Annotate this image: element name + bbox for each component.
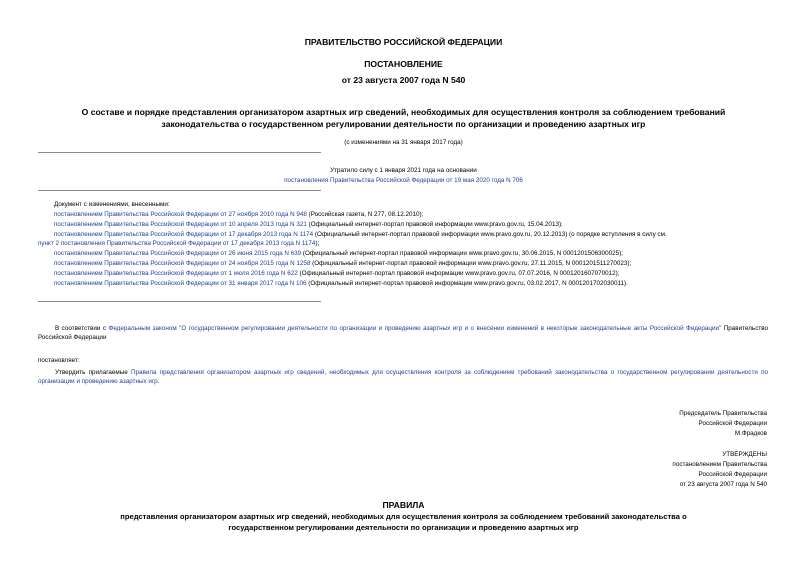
preamble-text: В соответствии с [55, 325, 109, 332]
rules-link[interactable]: Правила представления организатором азартных игр сведений, необходимых для осуществления контроля за соблюдением требований законодательства о государственном регулировании деятельности по организации и проведению азартных игр [38, 369, 768, 385]
change-source: (Официальный интернет-портал правовой информации www.pravo.gov.ru, 03.02.2017, N 0001201702030011). [306, 280, 628, 287]
document-title-line1: О составе и порядке представления организатором азартных игр сведений, необходимых для осуществления контроля за соблюдением требований [81, 107, 726, 117]
preamble-text-end: Правительство Российской Федерации [38, 325, 769, 341]
changes-list [38, 200, 774, 288]
change-link[interactable]: постановлением Правительства Российской Федерации от 10 апреля 2013 года N 321 [54, 221, 307, 228]
change-link[interactable]: постановлением Правительства Российской Федерации от 26 июня 2015 года N 639 [54, 250, 302, 257]
approved-date: от 23 августа 2007 года N 540 [679, 481, 767, 488]
government-heading: ПРАВИТЕЛЬСТВО РОССИЙСКОЙ ФЕДЕРАЦИИ [304, 37, 503, 47]
divider [38, 152, 321, 153]
rules-title: ПРАВИЛА [382, 500, 425, 510]
approved-line: Российской Федерации [698, 471, 767, 478]
document-title-line2: законодательства о государственном регулировании деятельности по организации и проведению азартных игр [161, 119, 646, 129]
change-link[interactable]: постановлением Правительства Российской Федерации от 31 января 2017 года N 106 [54, 280, 307, 287]
change-source: ); [315, 240, 320, 247]
change-source: (Официальный интернет-портал правовой информации www.pravo.gov.ru, 20.12.2013) (о порядке вступления в силу см. [313, 231, 667, 238]
list-item [54, 220, 774, 229]
change-link[interactable]: постановлением Правительства Российской Федерации от 1 июля 2016 года N 622 [54, 270, 298, 277]
change-source: (Официальный интернет-портал правовой информации www.pravo.gov.ru, 07.07.2016, N 0001201607070012); [297, 270, 620, 277]
change-source: (Официальный интернет-портал правовой информации www.pravo.gov.ru, 30.06.2015, N 0001201506300025); [301, 250, 623, 257]
list-item [54, 279, 774, 288]
change-source: (Российская газета, N 277, 08.12.2010); [306, 211, 424, 218]
approve-text-end: . [157, 378, 160, 385]
federal-law-link[interactable]: Федеральным законом "О государственном регулировании деятельности по организации и проведению азартных игр и о внесении изменений в некоторые законодательные акты Российской Федерации" [108, 325, 722, 332]
document-date-number: от 23 августа 2007 года N 540 [341, 75, 466, 85]
change-source: (Официальный интернет-портал правовой информации www.pravo.gov.ru, 15.04.2013); [306, 221, 563, 228]
divider [38, 190, 321, 191]
list-item [54, 210, 774, 219]
change-source: (Официальный интернет-портал правовой информации www.pravo.gov.ru, 27.11.2015, N 0001201511270023); [310, 260, 632, 267]
list-item [54, 249, 774, 258]
signature-country: Российской Федерации [698, 420, 767, 427]
list-item [54, 269, 774, 278]
list-item [54, 259, 774, 268]
approved-heading: УТВЕРЖДЕНЫ [722, 451, 767, 458]
document-type: ПОСТАНОВЛЕНИЕ [364, 59, 443, 69]
change-link[interactable]: пункт 2 постановления Правительства Российской Федерации от 17 декабря 2013 года N 1174 [38, 240, 316, 247]
divider [38, 301, 321, 302]
changes-heading: Документ с изменениями, внесенными: [54, 201, 170, 208]
amended-note: (с изменениями на 31 января 2017 года) [344, 139, 463, 146]
approved-block [672, 450, 767, 490]
signature-block [679, 409, 767, 439]
change-link[interactable]: постановлением Правительства Российской Федерации от 24 ноября 2015 года N 1258 [54, 260, 311, 267]
approve-paragraph [38, 368, 768, 386]
list-item [38, 239, 774, 248]
approved-line: постановлением Правительства [672, 461, 767, 468]
change-link[interactable]: постановлением Правительства Российской Федерации от 27 ноября 2010 года N 948 [54, 211, 307, 218]
rules-subtitle-line1: представления организатором азартных игр сведений, необходимых для осуществления контроля за соблюдением требований законодательства о [120, 512, 687, 521]
list-item [54, 230, 774, 239]
approve-text: Утвердить прилагаемые [55, 369, 131, 376]
preamble-paragraph [38, 324, 768, 342]
change-link[interactable]: постановлением Правительства Российской Федерации от 17 декабря 2013 года N 1174 [54, 231, 314, 238]
expired-link[interactable]: постановления Правительства Российской Федерации от 19 мая 2020 года N 706 [284, 177, 523, 184]
signature-title: Председатель Правительства [679, 410, 767, 417]
signature-name: М.Фрадков [734, 430, 767, 437]
expired-note: Утратило силу с 1 января 2021 года на основании [330, 167, 477, 174]
rules-subtitle-line2: государственном регулировании деятельности по организации и проведению азартных игр [228, 523, 579, 532]
decree-word: постановляет: [38, 357, 80, 364]
